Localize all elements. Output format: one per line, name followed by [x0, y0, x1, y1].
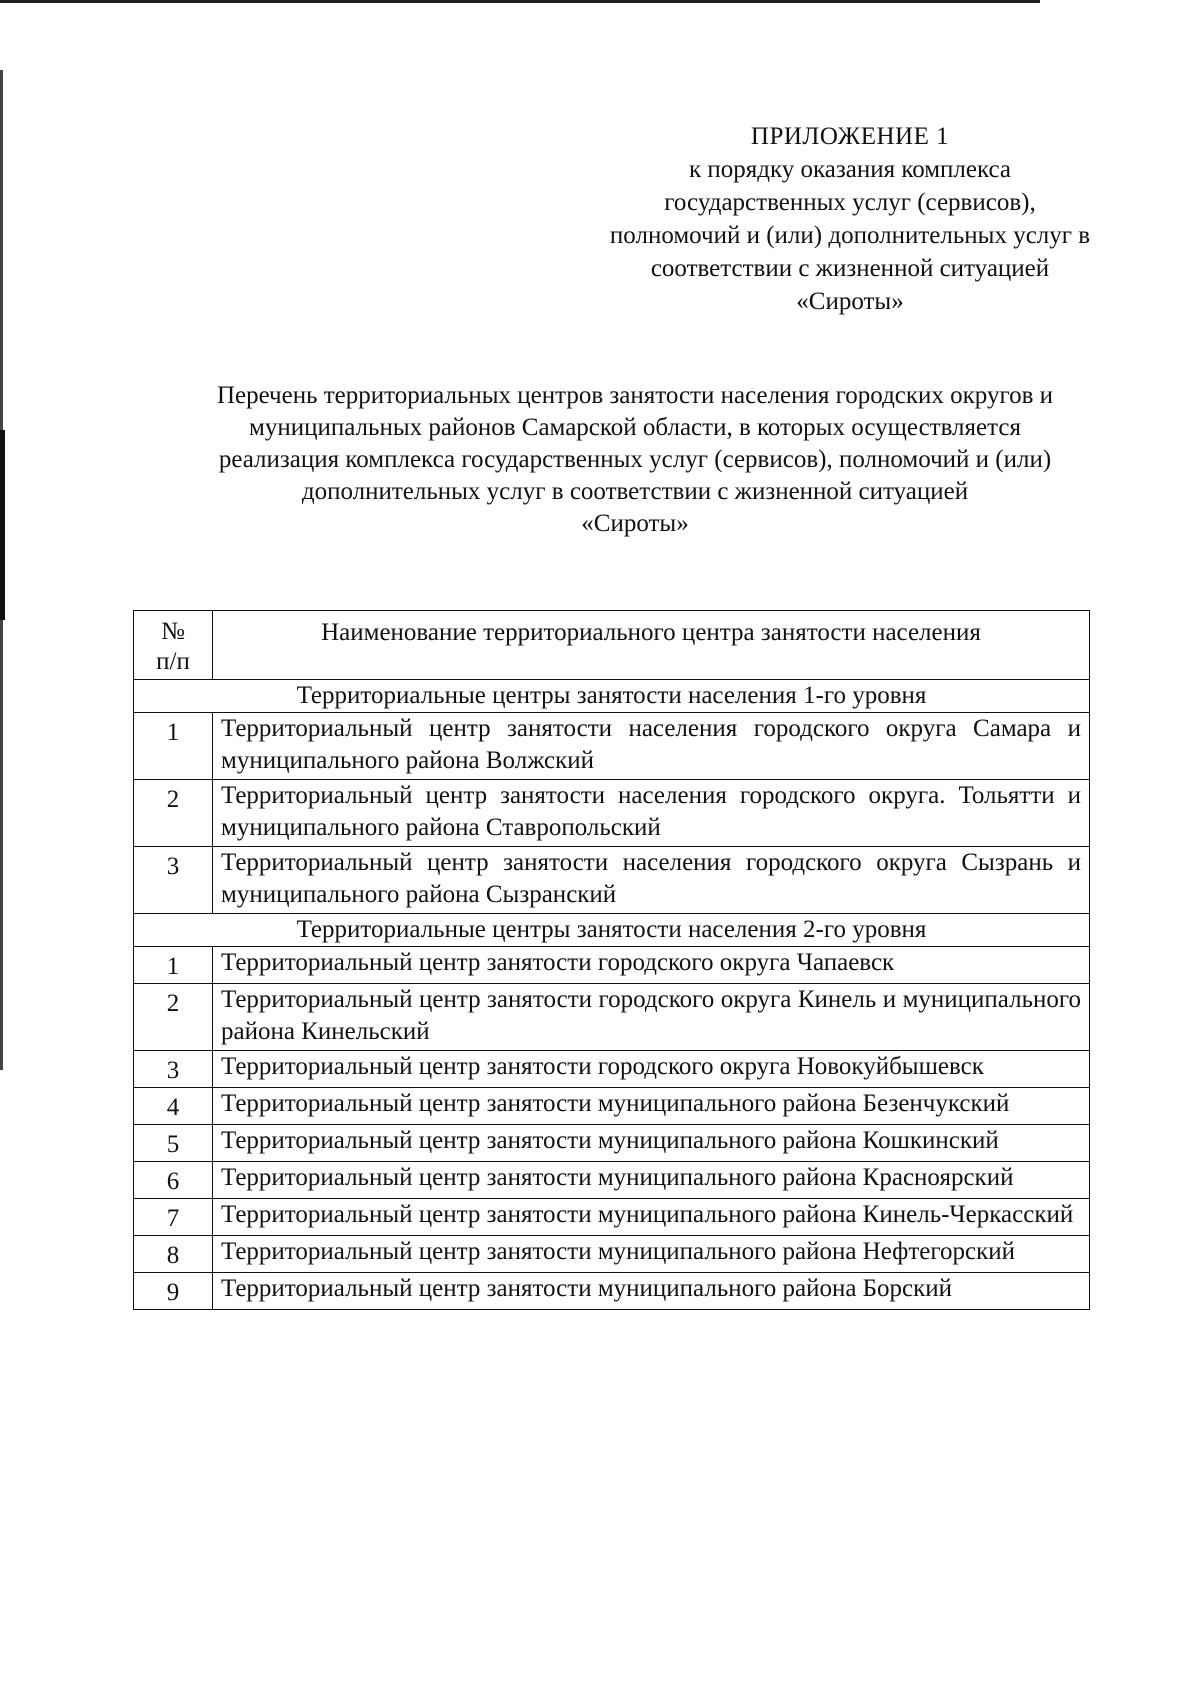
row-number: 1: [134, 713, 213, 780]
table-row: [134, 1125, 1090, 1162]
row-center-name: Территориальный центр занятости населения городского округа. Тольятти и муниципального района Ставропольский: [213, 780, 1090, 847]
row-center-name: Территориальный центр занятости населения городского округа Сызрань и муниципального района Сызранский: [213, 847, 1090, 914]
table-row: [134, 1088, 1090, 1125]
table-row: [134, 1273, 1090, 1310]
row-number: 3: [134, 1051, 213, 1088]
document-heading: [150, 380, 1120, 540]
heading-line: Перечень территориальных центров занятости населения городских округов и: [216, 382, 1054, 409]
section-title: Территориальные центры занятости населения 2-го уровня: [134, 914, 1090, 947]
scan-mark-left: [0, 430, 5, 620]
table-row: [134, 947, 1090, 984]
table-row: [134, 713, 1090, 780]
row-number: 7: [134, 1199, 213, 1236]
table-row: [134, 984, 1090, 1051]
row-number: 5: [134, 1125, 213, 1162]
appendix-line: соответствии с жизненной ситуацией: [650, 255, 1050, 282]
header-num-abbr: п/п: [156, 648, 190, 675]
header-num-cell: [134, 611, 213, 680]
section-title: Территориальные центры занятости населения 1-го уровня: [134, 680, 1090, 713]
row-center-name: Территориальный центр занятости муниципального района Кинель-Черкасский: [213, 1199, 1090, 1236]
table-row: [134, 1162, 1090, 1199]
row-center-name: Территориальный центр занятости муниципального района Кошкинский: [213, 1125, 1090, 1162]
appendix-line: полномочий и (или) дополнительных услуг в: [609, 222, 1091, 249]
table-section-row: [134, 680, 1090, 713]
header-num-symbol: №: [161, 618, 185, 645]
row-number: 1: [134, 947, 213, 984]
scan-edge-top: [0, 0, 1040, 3]
table-row: [134, 1051, 1090, 1088]
row-number: 6: [134, 1162, 213, 1199]
centers-table: [133, 610, 1090, 1310]
row-center-name: Территориальный центр занятости городского округа Новокуйбышевск: [213, 1051, 1090, 1088]
heading-line: «Сироты»: [581, 510, 689, 537]
table-row: [134, 1199, 1090, 1236]
table-body: [134, 680, 1090, 1310]
table-row: [134, 847, 1090, 914]
row-center-name: Территориальный центр занятости муниципального района Нефтегорский: [213, 1236, 1090, 1273]
row-number: 2: [134, 984, 213, 1051]
row-number: 8: [134, 1236, 213, 1273]
row-center-name: Территориальный центр занятости муниципального района Красноярский: [213, 1162, 1090, 1199]
table-row: [134, 1236, 1090, 1273]
row-center-name: Территориальный центр занятости муниципального района Борский: [213, 1273, 1090, 1310]
row-center-name: Территориальный центр занятости населения городского округа Самара и муниципального района Волжский: [213, 713, 1090, 780]
row-number: 2: [134, 780, 213, 847]
appendix-line: к порядку оказания комплекса: [688, 156, 1012, 183]
row-number: 4: [134, 1088, 213, 1125]
row-center-name: Территориальный центр занятости муниципального района Безенчукский: [213, 1088, 1090, 1125]
table-header-row: [134, 611, 1090, 680]
appendix-title: ПРИЛОЖЕНИЕ 1: [750, 123, 950, 150]
heading-line: реализация комплекса государственных услуг (сервисов), полномочий и (или): [218, 446, 1052, 473]
appendix-line: государственных услуг (сервисов),: [664, 189, 1036, 216]
row-center-name: Территориальный центр занятости городского округа Кинель и муниципального района Кинельский: [213, 984, 1090, 1051]
row-center-name: Территориальный центр занятости городского округа Чапаевск: [213, 947, 1090, 984]
heading-line: муниципальных районов Самарской области, в которых осуществляется: [249, 414, 1021, 441]
row-number: 9: [134, 1273, 213, 1310]
appendix-line: «Сироты»: [796, 288, 904, 315]
table-row: [134, 780, 1090, 847]
heading-line: дополнительных услуг в соответствии с жизненной ситуацией: [301, 478, 969, 505]
table-section-row: [134, 914, 1090, 947]
row-number: 3: [134, 847, 213, 914]
appendix-header: [560, 120, 1140, 318]
header-name-cell: Наименование территориального центра занятости населения: [213, 611, 1090, 680]
